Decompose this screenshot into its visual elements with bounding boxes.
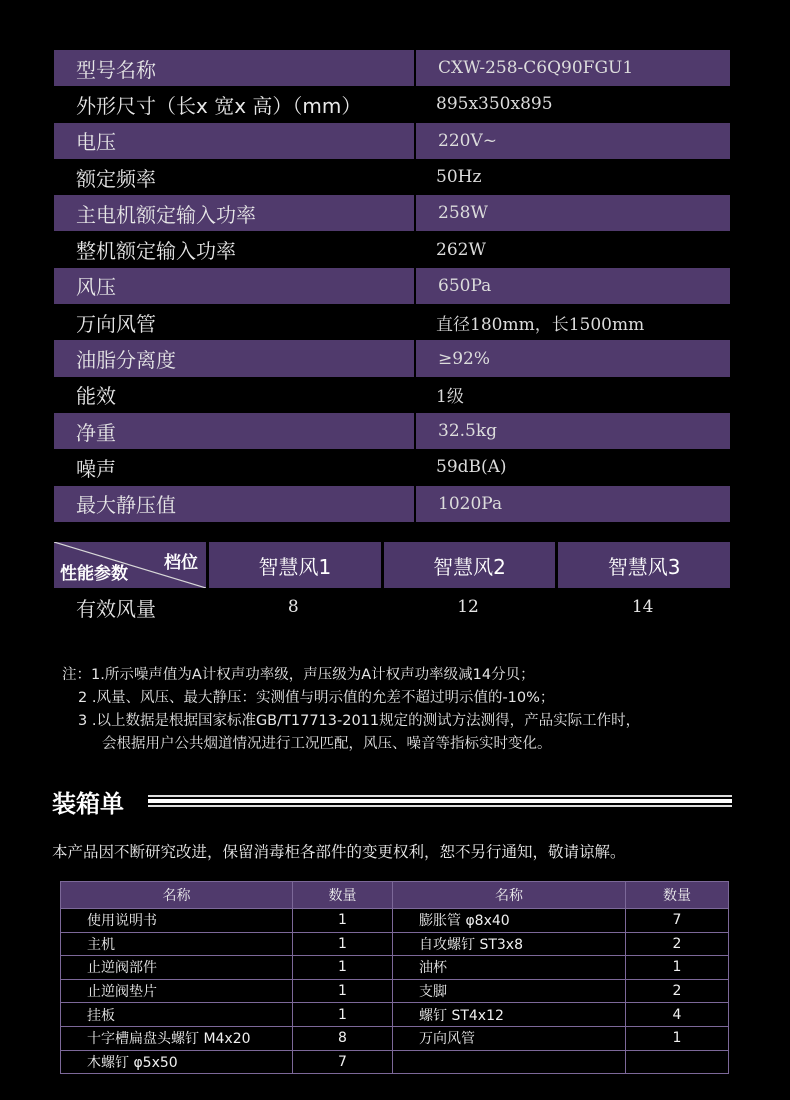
item-name: 十字槽扁盘头螺钉 M4x20 — [61, 1026, 293, 1050]
item-name: 油杯 — [393, 956, 626, 980]
spec-row — [54, 449, 730, 485]
spec-row — [54, 377, 730, 413]
item-qty: 1 — [626, 956, 729, 980]
spec-row — [54, 304, 730, 340]
spec-label: 净重 — [76, 420, 116, 445]
spec-row — [54, 486, 730, 522]
packing-disclaimer: 本产品因不断研究改进，保留消毒柜各部件的变更权利，恕不另行通知，敬请谅解。 — [52, 843, 626, 861]
corner-bottom-label: 性能参数 — [60, 564, 128, 584]
packing-list-title: 装箱单 — [52, 790, 124, 818]
table-row — [61, 909, 729, 933]
item-qty: 7 — [293, 1050, 393, 1074]
item-name: 木螺钉 φ5x50 — [61, 1050, 293, 1074]
item-name: 螺钉 ST4x12 — [393, 1003, 626, 1027]
item-name — [393, 1050, 626, 1074]
spec-row — [54, 195, 730, 231]
spec-label: 万向风管 — [76, 311, 156, 336]
item-name: 使用说明书 — [61, 909, 293, 933]
spec-value: 直径180mm，长1500mm — [436, 314, 645, 335]
spec-label: 油脂分离度 — [76, 348, 176, 373]
title-rule — [148, 795, 732, 807]
notes-block — [62, 664, 762, 756]
spec-value: ≥92% — [414, 340, 730, 376]
spec-value: 1级 — [436, 387, 464, 408]
spec-label: 电压 — [76, 130, 116, 155]
item-qty: 1 — [293, 956, 393, 980]
spec-row — [54, 413, 730, 449]
column-header: 数量 — [293, 882, 393, 909]
spec-row — [54, 268, 730, 304]
packing-header-row — [61, 882, 729, 909]
spec-table — [54, 50, 730, 522]
mode-corner-cell — [54, 542, 206, 588]
note-line: 2 .风量、风压、最大静压：实测值与明示值的允差不超过明示值的-10%； — [78, 690, 555, 706]
spec-value: 50Hz — [436, 167, 482, 188]
corner-top-label: 档位 — [164, 553, 198, 573]
spec-row — [54, 123, 730, 159]
table-row — [61, 932, 729, 956]
spec-row — [54, 159, 730, 195]
mode-value: 12 — [457, 597, 479, 617]
spec-row — [54, 50, 730, 86]
item-qty: 1 — [293, 932, 393, 956]
item-qty: 4 — [626, 1003, 729, 1027]
item-qty — [626, 1050, 729, 1074]
item-qty: 2 — [626, 932, 729, 956]
item-name: 主机 — [61, 932, 293, 956]
item-qty: 8 — [293, 1026, 393, 1050]
spec-value: 895x350x895 — [436, 94, 553, 115]
spec-row — [54, 231, 730, 267]
item-name: 挂板 — [61, 1003, 293, 1027]
spec-value: 220V~ — [414, 123, 730, 159]
column-header: 名称 — [61, 882, 293, 909]
spec-label: 主电机额定输入功率 — [76, 202, 256, 227]
item-qty: 1 — [626, 1026, 729, 1050]
note-line: 会根据用户公共烟道情况进行工况匹配，风压、噪音等指标实时变化。 — [102, 736, 552, 752]
table-row — [61, 979, 729, 1003]
item-name: 自攻螺钉 ST3x8 — [393, 932, 626, 956]
note-line: 注：1.所示噪声值为A计权声功率级，声压级为A计权声功率级减14分贝； — [62, 667, 535, 683]
item-qty: 7 — [626, 909, 729, 933]
spec-value: 258W — [414, 195, 730, 231]
packing-table — [60, 881, 729, 1074]
mode-value-row — [54, 588, 730, 626]
item-name: 支脚 — [393, 979, 626, 1003]
spec-label: 风压 — [76, 275, 116, 300]
spec-label: 最大静压值 — [76, 493, 176, 518]
mode-value: 8 — [287, 597, 299, 617]
item-name: 止逆阀部件 — [61, 956, 293, 980]
spec-label: 型号名称 — [76, 57, 156, 82]
item-name: 止逆阀垫片 — [61, 979, 293, 1003]
mode-header-row — [54, 542, 730, 588]
spec-label: 噪声 — [76, 456, 116, 481]
mode-header: 智慧风3 — [558, 542, 730, 588]
spec-value: CXW-258-C6Q90FGU1 — [414, 50, 730, 86]
table-row — [61, 1003, 729, 1027]
table-row — [61, 1050, 729, 1074]
item-name: 膨胀管 φ8x40 — [393, 909, 626, 933]
spec-value: 1020Pa — [414, 486, 730, 522]
column-header: 数量 — [626, 882, 729, 909]
table-row — [61, 1026, 729, 1050]
item-name: 万向风管 — [393, 1026, 626, 1050]
spec-label: 能效 — [76, 384, 116, 409]
spec-value: 650Pa — [414, 268, 730, 304]
spec-value: 262W — [436, 239, 486, 260]
column-header: 名称 — [393, 882, 626, 909]
item-qty: 2 — [626, 979, 729, 1003]
spec-value: 59dB(A) — [436, 457, 507, 478]
spec-value: 32.5kg — [414, 413, 730, 449]
mode-header: 智慧风2 — [384, 542, 556, 588]
item-qty: 1 — [293, 979, 393, 1003]
mode-value: 14 — [631, 597, 654, 617]
spec-row — [54, 86, 730, 122]
table-row — [61, 956, 729, 980]
spec-label: 外形尺寸（长x 宽x 高）（mm） — [76, 93, 362, 118]
spec-label: 额定频率 — [76, 166, 156, 191]
mode-header: 智慧风1 — [209, 542, 381, 588]
note-line: 3 .以上数据是根据国家标准GB/T17713-2011规定的测试方法测得，产品实际工作时， — [78, 713, 641, 729]
spec-label: 整机额定输入功率 — [76, 239, 236, 264]
mode-row-label: 有效风量 — [76, 596, 156, 621]
spec-row — [54, 340, 730, 376]
item-qty: 1 — [293, 1003, 393, 1027]
mode-table — [54, 542, 730, 626]
item-qty: 1 — [293, 909, 393, 933]
